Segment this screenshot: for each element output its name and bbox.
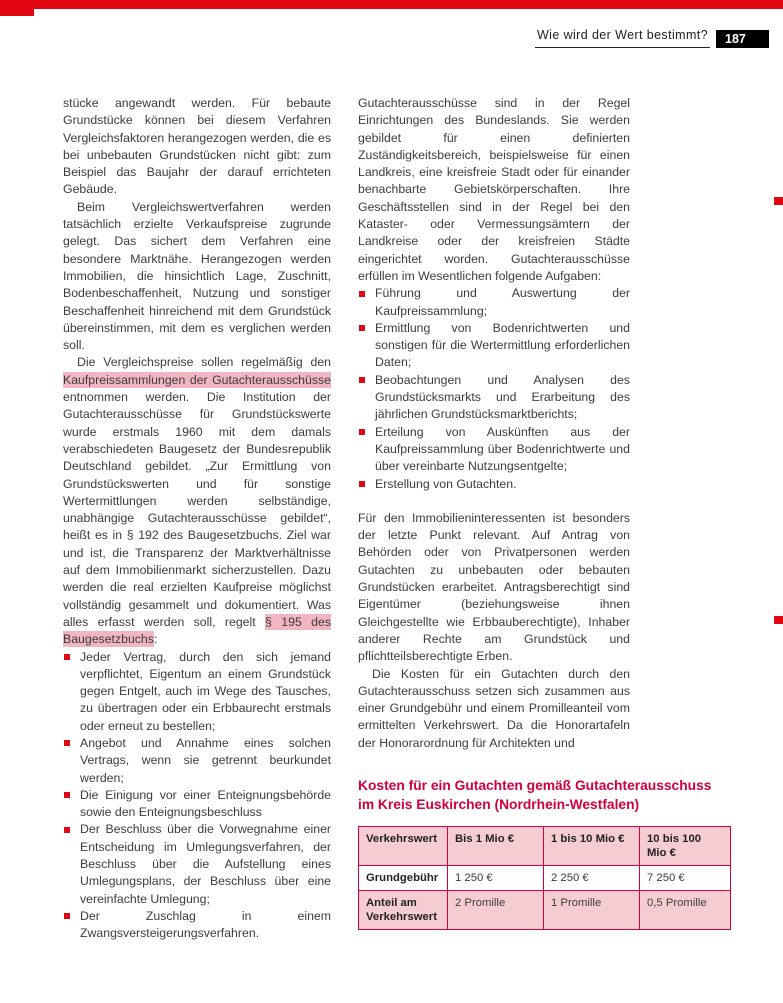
table-heading: Kosten für ein Gutachten gemäß Gutachterausschuss im Kreis Euskirchen (Nordrhein-Westfalen)	[358, 777, 712, 812]
table-header-cell: Verkehrswert	[359, 826, 448, 865]
table-row	[359, 865, 731, 890]
table-header-row	[359, 826, 731, 865]
bullet-item: Angebot und Annahme eines solchen Vertrags, wenn sie getrennt beurkundet werden;	[63, 735, 331, 787]
bullet-item: Führung und Auswertung der Kaufpreissammlung;	[358, 285, 630, 320]
right-column-text	[358, 95, 630, 752]
highlighted-text: Kaufpreissammlungen der Gutachterausschüsse	[63, 372, 331, 387]
right-column	[358, 95, 712, 930]
value-cell: 2 250 €	[544, 865, 640, 890]
bullet-item: Die Einigung vor einer Enteignungsbehörde sowie den Enteignungsbeschluss	[63, 787, 331, 822]
paragraph	[358, 95, 630, 285]
text-run: Die Vergleichspreise sollen regelmäßig den	[77, 355, 331, 370]
bullet-item: Jeder Vertrag, durch den sich jemand verpflichtet, Eigentum an einem Grundstück gegen Entgelt, auch im Wege des Tausches, zu übertragen oder ein Erbbaurecht erstmals oder erneut zu bestellen;	[63, 649, 331, 735]
top-red-bar	[0, 0, 783, 9]
highlighted-text: § 195 des Baugesetzbuchs	[63, 614, 331, 647]
text-run: Die Kosten für ein Gutachten durch den Gutachterausschuss setzen sich zusammen aus einer Grundgebühr und einem Promilleanteil vom ermittelten Verkehrswert. Da die Honorartafeln der Honorarordnung für Architekten und	[358, 666, 630, 750]
corner-red-block	[0, 0, 34, 16]
value-cell: 7 250 €	[640, 865, 731, 890]
paragraph	[63, 95, 331, 199]
bullet-item: Der Zuschlag in einem Zwangsversteigerungsverfahren.	[63, 908, 331, 943]
bullet-list	[358, 285, 630, 493]
text-run: Für den Immobilieninteressenten ist besonders der letzte Punkt relevant. Auf Antrag von Behörden oder von Privatpersonen werden Gutachten zu unbebauten oder bebauten Grundstücken erarbeitet. Antragsberechtigt sind Eigentümer (beziehungsweise ihnen Gleichgestellte wie Erbbauberechtigte), Inhaber anderer Rechte am Grundstück und pflichtteilsberechtigte Erben.	[358, 510, 630, 664]
paragraph	[63, 199, 331, 355]
paragraph	[63, 354, 331, 648]
value-cell: 1 Promille	[544, 890, 640, 929]
left-column	[63, 95, 331, 943]
value-cell: 2 Promille	[448, 890, 544, 929]
text-run: Beim Vergleichswertverfahren werden tatsächlich erzielte Verkaufspreise zugrunde gelegt. Das sichert dem Verfahren eine besondere Marktnähe. Herangezogen werden Immobilien, die hinsichtlich Lage, Zuschnitt, Bodenbeschaffenheit, Nutzung und sonstiger Beschaffenheit hinreichend mit dem Grundstück übereinstimmen, mit dem es verglichen werden soll.	[63, 199, 331, 353]
table-header-cell: 10 bis 100 Mio €	[640, 826, 731, 865]
table-head	[359, 826, 731, 865]
row-label-cell: Grundgebühr	[359, 865, 448, 890]
text-run: Gutachterausschüsse sind in der Regel Einrichtungen des Bundeslands. Sie werden gebildet für einen definierten Zuständigkeitsbereich, beispielsweise für einen Landkreis, eine kreisfreie Stadt oder für einander benachbarte Gebietskörperschaften. Ihre Geschäftsstellen sind in der Regel bei den Kataster- oder Vermessungsämtern der Landkreise oder der kreisfreien Städte eingerichtet worden. Gutachterausschüsse erfüllen im Wesentlichen folgende Aufgaben:	[358, 96, 630, 283]
edge-tab-marker	[774, 616, 783, 624]
table-body	[359, 865, 731, 929]
table-row	[359, 890, 731, 929]
paragraph	[358, 666, 630, 752]
edge-tab-marker	[774, 197, 783, 205]
table-header-cell: 1 bis 10 Mio €	[544, 826, 640, 865]
bullet-item: Erteilung von Auskünften aus der Kaufpreissammlung über Bodenrichtwerte und über vereinbarte Nutzungsentgelte;	[358, 424, 630, 476]
row-label-cell: Anteil am Verkehrswert	[359, 890, 448, 929]
text-run: entnommen werden. Die Institution der Gutachterausschüsse für Grundstückswerte wurde erstmals 1960 mit dem damals verabschiedeten Baugesetz der Bundesrepublik Deutschland gebildet. „Zur Ermittlung von Grundstückswerten und für sonstige Wertermittlungen werden selbständige, unabhängige Gutachterausschüsse gebildet“, heißt es in § 192 des Baugesetzbuchs. Ziel war und ist, die Transparenz der Marktverhältnisse auf dem Immobilienmarkt sicherzustellen. Dazu werden die real erzielten Kaufpreise möglichst vollständig gesammelt und dokumentiert. Was alles erfasst werden soll, regelt	[63, 390, 331, 629]
running-head-title: Wie wird der Wert bestimmt?	[535, 28, 710, 48]
value-cell: 1 250 €	[448, 865, 544, 890]
bullet-item: Ermittlung von Bodenrichtwerten und sonstigen für die Wertermittlung erforderlichen Daten;	[358, 320, 630, 372]
bullet-item: Beobachtungen und Analysen des Grundstücksmarkts und Erarbeitung des jährlichen Grundstücksmarktberichts;	[358, 372, 630, 424]
page-header	[63, 28, 769, 48]
text-run: :	[153, 632, 158, 647]
page-number-badge: 187	[716, 30, 769, 48]
value-cell: 0,5 Promille	[640, 890, 731, 929]
table-header-cell: Bis 1 Mio €	[448, 826, 544, 865]
paragraph	[358, 510, 630, 666]
cost-table-section	[358, 776, 730, 930]
bullet-item: Der Beschluss über die Vorwegnahme einer Entscheidung im Umlegungsverfahren, der Beschluss über die Aufstellung eines Umlegungsplans, der Beschluss über eine vereinfachte Umlegung;	[63, 821, 331, 907]
bullet-list	[63, 649, 331, 943]
text-run: stücke angewandt werden. Für bebaute Grundstücke können bei diesem Verfahren Vergleichsfaktoren herangezogen werden, die es bei unbebauten Grundstücken nicht gibt: zum Beispiel das Baujahr der darauf errichteten Gebäude.	[63, 96, 331, 197]
bullet-item: Erstellung von Gutachten.	[358, 476, 630, 493]
cost-table	[358, 826, 731, 930]
